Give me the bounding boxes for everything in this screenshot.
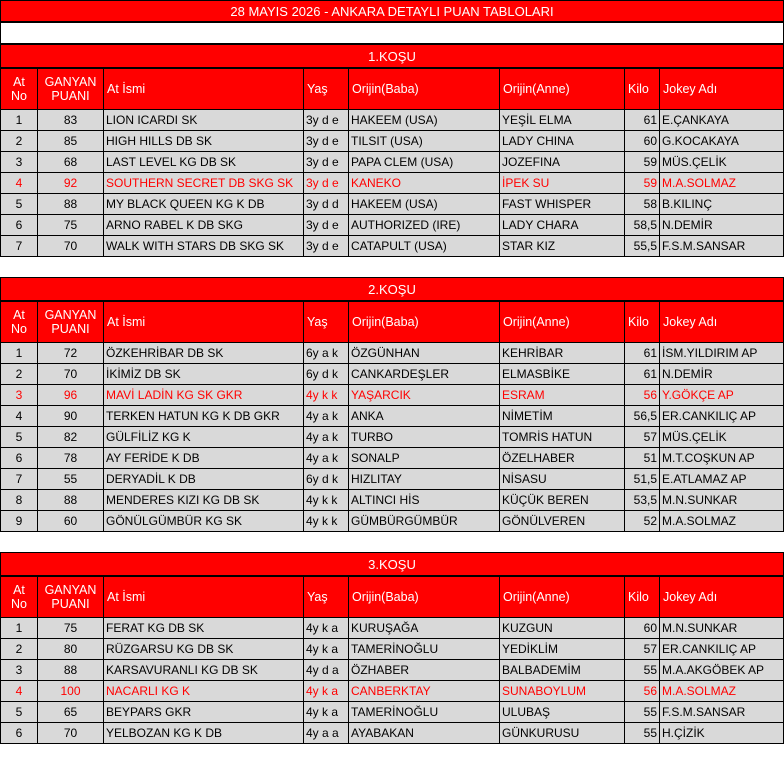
cell-isim: TERKEN HATUN KG K DB GKR	[104, 406, 304, 427]
cell-isim: AY FERİDE K DB	[104, 448, 304, 469]
cell-kilo: 60	[625, 131, 660, 152]
table-row	[1, 490, 784, 511]
cell-anne: KÜÇÜK BEREN	[500, 490, 625, 511]
column-header-jokey: Jokey Adı	[660, 577, 784, 618]
cell-baba: KANEKO	[349, 173, 500, 194]
table-row	[1, 448, 784, 469]
cell-puan: 68	[38, 152, 104, 173]
cell-puan: 90	[38, 406, 104, 427]
column-header-baba: Orijin(Baba)	[349, 302, 500, 343]
cell-isim: LAST LEVEL KG DB SK	[104, 152, 304, 173]
cell-kilo: 60	[625, 618, 660, 639]
cell-yas: 4y k a	[304, 702, 349, 723]
cell-yas: 4y d a	[304, 660, 349, 681]
cell-yas: 4y a k	[304, 448, 349, 469]
cell-isim: MY BLACK QUEEN KG K DB	[104, 194, 304, 215]
cell-baba: CATAPULT (USA)	[349, 236, 500, 257]
cell-yas: 4y k a	[304, 681, 349, 702]
cell-baba: HIZLITAY	[349, 469, 500, 490]
cell-no: 3	[1, 385, 38, 406]
race-table	[0, 576, 784, 744]
cell-yas: 4y k a	[304, 639, 349, 660]
column-header-anne: Orijin(Anne)	[500, 302, 625, 343]
cell-isim: HIGH HILLS DB SK	[104, 131, 304, 152]
cell-isim: RÜZGARSU KG DB SK	[104, 639, 304, 660]
cell-isim: WALK WITH STARS DB SKG SK	[104, 236, 304, 257]
cell-jokey: E.ATLAMAZ AP	[660, 469, 784, 490]
column-header-at-no: At No	[1, 577, 38, 618]
cell-baba: GÜMBÜRGÜMBÜR	[349, 511, 500, 532]
column-header-yas: Yaş	[304, 577, 349, 618]
cell-baba: AYABAKAN	[349, 723, 500, 744]
cell-kilo: 61	[625, 343, 660, 364]
cell-baba: PAPA CLEM (USA)	[349, 152, 500, 173]
cell-anne: NİMETİM	[500, 406, 625, 427]
cell-kilo: 59	[625, 173, 660, 194]
column-header-jokey: Jokey Adı	[660, 302, 784, 343]
cell-yas: 4y a a	[304, 723, 349, 744]
cell-puan: 75	[38, 618, 104, 639]
cell-jokey: M.A.SOLMAZ	[660, 511, 784, 532]
cell-puan: 55	[38, 469, 104, 490]
table-row	[1, 236, 784, 257]
cell-baba: YAŞARCIK	[349, 385, 500, 406]
cell-anne: GÖNÜLVEREN	[500, 511, 625, 532]
cell-no: 5	[1, 427, 38, 448]
race-spacer	[0, 532, 784, 552]
cell-baba: TURBO	[349, 427, 500, 448]
cell-puan: 60	[38, 511, 104, 532]
column-header-at-ismi: At İsmi	[104, 577, 304, 618]
cell-baba: CANBERKTAY	[349, 681, 500, 702]
cell-jokey: G.KOCAKAYA	[660, 131, 784, 152]
table-row	[1, 385, 784, 406]
cell-yas: 4y a k	[304, 406, 349, 427]
table-header-row	[1, 302, 784, 343]
cell-kilo: 57	[625, 427, 660, 448]
cell-jokey: M.N.SUNKAR	[660, 618, 784, 639]
column-header-anne: Orijin(Anne)	[500, 69, 625, 110]
column-header-ganyan: GANYAN PUANI	[38, 577, 104, 618]
cell-yas: 3y d d	[304, 194, 349, 215]
cell-anne: BALBADEMİM	[500, 660, 625, 681]
cell-isim: MENDERES KIZI KG DB SK	[104, 490, 304, 511]
cell-kilo: 57	[625, 639, 660, 660]
cell-jokey: ER.CANKILIÇ AP	[660, 406, 784, 427]
cell-kilo: 53,5	[625, 490, 660, 511]
cell-puan: 82	[38, 427, 104, 448]
race-title: 2.KOŞU	[0, 277, 784, 301]
cell-kilo: 56,5	[625, 406, 660, 427]
cell-jokey: M.N.SUNKAR	[660, 490, 784, 511]
cell-kilo: 51	[625, 448, 660, 469]
cell-puan: 83	[38, 110, 104, 131]
cell-no: 3	[1, 152, 38, 173]
cell-jokey: MÜS.ÇELİK	[660, 427, 784, 448]
cell-puan: 88	[38, 194, 104, 215]
cell-kilo: 55,5	[625, 236, 660, 257]
cell-anne: LADY CHINA	[500, 131, 625, 152]
cell-baba: HAKEEM (USA)	[349, 194, 500, 215]
column-header-kilo: Kilo	[625, 69, 660, 110]
cell-yas: 4y a k	[304, 427, 349, 448]
table-row	[1, 110, 784, 131]
cell-isim: SOUTHERN SECRET DB SKG SK	[104, 173, 304, 194]
table-row	[1, 511, 784, 532]
table-row	[1, 194, 784, 215]
cell-no: 1	[1, 618, 38, 639]
column-header-ganyan: GANYAN PUANI	[38, 69, 104, 110]
cell-isim: MAVİ LADİN KG SK GKR	[104, 385, 304, 406]
cell-jokey: M.A.SOLMAZ	[660, 173, 784, 194]
cell-baba: CANKARDEŞLER	[349, 364, 500, 385]
cell-no: 4	[1, 681, 38, 702]
cell-no: 6	[1, 215, 38, 236]
cell-yas: 3y d e	[304, 173, 349, 194]
cell-baba: TAMERİNOĞLU	[349, 702, 500, 723]
cell-kilo: 55	[625, 723, 660, 744]
cell-yas: 4y k a	[304, 618, 349, 639]
cell-puan: 70	[38, 364, 104, 385]
table-row	[1, 681, 784, 702]
column-header-baba: Orijin(Baba)	[349, 577, 500, 618]
cell-kilo: 61	[625, 110, 660, 131]
cell-kilo: 58	[625, 194, 660, 215]
cell-isim: LION ICARDI SK	[104, 110, 304, 131]
cell-isim: BEYPARS GKR	[104, 702, 304, 723]
cell-baba: TAMERİNOĞLU	[349, 639, 500, 660]
cell-isim: GÜLFİLİZ KG K	[104, 427, 304, 448]
cell-anne: JOZEFINA	[500, 152, 625, 173]
cell-kilo: 51,5	[625, 469, 660, 490]
cell-kilo: 59	[625, 152, 660, 173]
cell-jokey: N.DEMİR	[660, 364, 784, 385]
cell-yas: 6y a k	[304, 343, 349, 364]
cell-yas: 4y k k	[304, 490, 349, 511]
cell-isim: GÖNÜLGÜMBÜR KG SK	[104, 511, 304, 532]
cell-baba: KURUŞAĞA	[349, 618, 500, 639]
table-row	[1, 660, 784, 681]
cell-jokey: H.ÇİZİK	[660, 723, 784, 744]
cell-puan: 70	[38, 723, 104, 744]
cell-jokey: Y.GÖKÇE AP	[660, 385, 784, 406]
races-container	[0, 44, 784, 744]
cell-isim: ÖZKEHRİBAR DB SK	[104, 343, 304, 364]
cell-jokey: ER.CANKILIÇ AP	[660, 639, 784, 660]
column-header-ganyan: GANYAN PUANI	[38, 302, 104, 343]
cell-isim: NACARLI KG K	[104, 681, 304, 702]
cell-jokey: F.S.M.SANSAR	[660, 702, 784, 723]
cell-puan: 70	[38, 236, 104, 257]
cell-no: 3	[1, 660, 38, 681]
cell-isim: İKİMİZ DB SK	[104, 364, 304, 385]
cell-no: 4	[1, 406, 38, 427]
cell-anne: SUNABOYLUM	[500, 681, 625, 702]
cell-isim: DERYADİL K DB	[104, 469, 304, 490]
table-row	[1, 364, 784, 385]
cell-kilo: 56	[625, 681, 660, 702]
table-row	[1, 427, 784, 448]
table-row	[1, 723, 784, 744]
cell-no: 5	[1, 194, 38, 215]
table-header-row	[1, 577, 784, 618]
cell-kilo: 55	[625, 702, 660, 723]
table-row	[1, 702, 784, 723]
cell-yas: 6y d k	[304, 364, 349, 385]
cell-anne: FAST WHISPER	[500, 194, 625, 215]
cell-puan: 100	[38, 681, 104, 702]
column-header-kilo: Kilo	[625, 577, 660, 618]
cell-jokey: B.KILINÇ	[660, 194, 784, 215]
cell-no: 6	[1, 448, 38, 469]
race-table	[0, 301, 784, 532]
table-row	[1, 173, 784, 194]
cell-no: 4	[1, 173, 38, 194]
race-title: 1.KOŞU	[0, 44, 784, 68]
cell-anne: YEŞİL ELMA	[500, 110, 625, 131]
cell-no: 6	[1, 723, 38, 744]
cell-yas: 3y d e	[304, 215, 349, 236]
cell-isim: YELBOZAN KG K DB	[104, 723, 304, 744]
cell-puan: 85	[38, 131, 104, 152]
cell-no: 5	[1, 702, 38, 723]
cell-yas: 3y d e	[304, 131, 349, 152]
cell-jokey: N.DEMİR	[660, 215, 784, 236]
column-header-kilo: Kilo	[625, 302, 660, 343]
cell-yas: 3y d e	[304, 152, 349, 173]
cell-no: 7	[1, 236, 38, 257]
table-row	[1, 618, 784, 639]
column-header-yas: Yaş	[304, 69, 349, 110]
cell-no: 2	[1, 131, 38, 152]
cell-jokey: M.A.SOLMAZ	[660, 681, 784, 702]
cell-anne: ESRAM	[500, 385, 625, 406]
cell-puan: 88	[38, 660, 104, 681]
cell-isim: FERAT KG DB SK	[104, 618, 304, 639]
column-header-yas: Yaş	[304, 302, 349, 343]
cell-isim: ARNO RABEL K DB SKG	[104, 215, 304, 236]
table-row	[1, 131, 784, 152]
table-row	[1, 406, 784, 427]
race-spacer	[0, 257, 784, 277]
cell-baba: ALTINCI HİS	[349, 490, 500, 511]
race-table	[0, 68, 784, 257]
cell-jokey: M.T.COŞKUN AP	[660, 448, 784, 469]
cell-kilo: 58,5	[625, 215, 660, 236]
cell-baba: ÖZHABER	[349, 660, 500, 681]
table-row	[1, 469, 784, 490]
column-header-jokey: Jokey Adı	[660, 69, 784, 110]
column-header-baba: Orijin(Baba)	[349, 69, 500, 110]
cell-kilo: 56	[625, 385, 660, 406]
cell-yas: 3y d e	[304, 236, 349, 257]
race-title: 3.KOŞU	[0, 552, 784, 576]
cell-puan: 72	[38, 343, 104, 364]
cell-jokey: İSM.YILDIRIM AP	[660, 343, 784, 364]
cell-anne: STAR KIZ	[500, 236, 625, 257]
cell-no: 2	[1, 364, 38, 385]
cell-anne: GÜNKURUSU	[500, 723, 625, 744]
column-header-at-ismi: At İsmi	[104, 69, 304, 110]
cell-kilo: 55	[625, 660, 660, 681]
cell-puan: 80	[38, 639, 104, 660]
cell-baba: ÖZGÜNHAN	[349, 343, 500, 364]
cell-jokey: M.A.AKGÖBEK AP	[660, 660, 784, 681]
cell-no: 2	[1, 639, 38, 660]
cell-puan: 75	[38, 215, 104, 236]
cell-anne: KEHRİBAR	[500, 343, 625, 364]
cell-no: 1	[1, 110, 38, 131]
cell-no: 1	[1, 343, 38, 364]
column-header-at-no: At No	[1, 302, 38, 343]
cell-anne: YEDİKLİM	[500, 639, 625, 660]
cell-jokey: F.S.M.SANSAR	[660, 236, 784, 257]
cell-anne: İPEK SU	[500, 173, 625, 194]
cell-jokey: E.ÇANKAYA	[660, 110, 784, 131]
cell-puan: 96	[38, 385, 104, 406]
cell-anne: ELMASBİKE	[500, 364, 625, 385]
cell-anne: NİSASU	[500, 469, 625, 490]
table-header-row	[1, 69, 784, 110]
cell-baba: SONALP	[349, 448, 500, 469]
cell-puan: 88	[38, 490, 104, 511]
cell-puan: 78	[38, 448, 104, 469]
cell-anne: ULUBAŞ	[500, 702, 625, 723]
cell-yas: 4y k k	[304, 511, 349, 532]
table-row	[1, 343, 784, 364]
cell-yas: 4y k k	[304, 385, 349, 406]
cell-baba: ANKA	[349, 406, 500, 427]
cell-baba: AUTHORIZED (IRE)	[349, 215, 500, 236]
cell-anne: ÖZELHABER	[500, 448, 625, 469]
cell-puan: 92	[38, 173, 104, 194]
cell-anne: TOMRİS HATUN	[500, 427, 625, 448]
cell-no: 7	[1, 469, 38, 490]
page-title: 28 MAYIS 2026 - ANKARA DETAYLI PUAN TABLOLARI	[0, 0, 784, 22]
cell-anne: LADY CHARA	[500, 215, 625, 236]
table-row	[1, 152, 784, 173]
cell-kilo: 61	[625, 364, 660, 385]
cell-no: 9	[1, 511, 38, 532]
table-row	[1, 639, 784, 660]
cell-puan: 65	[38, 702, 104, 723]
blank-row	[0, 22, 784, 44]
cell-kilo: 52	[625, 511, 660, 532]
table-row	[1, 215, 784, 236]
cell-jokey: MÜS.ÇELİK	[660, 152, 784, 173]
column-header-at-ismi: At İsmi	[104, 302, 304, 343]
cell-yas: 6y d k	[304, 469, 349, 490]
cell-isim: KARSAVURANLI KG DB SK	[104, 660, 304, 681]
cell-anne: KUZGUN	[500, 618, 625, 639]
cell-no: 8	[1, 490, 38, 511]
cell-baba: HAKEEM (USA)	[349, 110, 500, 131]
column-header-anne: Orijin(Anne)	[500, 577, 625, 618]
column-header-at-no: At No	[1, 69, 38, 110]
cell-yas: 3y d e	[304, 110, 349, 131]
cell-baba: TILSIT (USA)	[349, 131, 500, 152]
